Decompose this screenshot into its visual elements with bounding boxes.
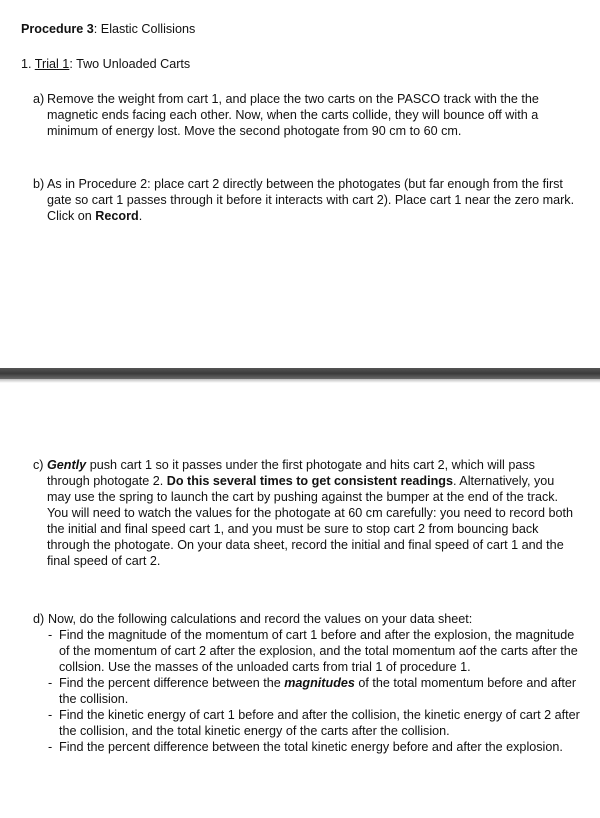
procedure-title: Procedure 3: Elastic Collisions xyxy=(21,22,196,36)
step-a-label: a) xyxy=(33,92,45,106)
step-a xyxy=(33,91,581,139)
step-c xyxy=(33,457,581,569)
list-item: - Find the magnitude of the momentum of cart 1 before and after the explosion, the magnitude of the momentum of cart 2 after the explosion, and the total momentum aof the carts after the collsion. Use the masses of the unloaded carts from trial 1 of procedure 1. xyxy=(48,627,581,675)
list-item: - Find the kinetic energy of cart 1 before and after the collision, the kinetic energy of cart 2 after the collision, and the total kinetic energy of the carts after the collision. xyxy=(48,707,581,739)
step-b-label: b) xyxy=(33,177,45,191)
calculation-list xyxy=(48,627,581,755)
page-divider xyxy=(0,368,600,379)
page-bottom xyxy=(0,383,600,818)
step-d xyxy=(33,611,581,755)
trial-heading: 1. Trial 1: Two Unloaded Carts xyxy=(21,57,191,71)
step-c-label: c) xyxy=(33,458,44,472)
list-item: - Find the percent difference between the total kinetic energy before and after the explosion. xyxy=(48,739,581,755)
step-d-intro: Now, do the following calculations and record the values on your data sheet: xyxy=(48,612,473,626)
step-d-label: d) xyxy=(33,612,45,626)
step-b xyxy=(33,176,581,224)
step-a-text: Remove the weight from cart 1, and place the two carts on the PASCO track with the the magnetic ends facing each other. Now, when the carts collide, they will bounce off with a minimum of energy lost. Move the second photogate from 90 cm to 60 cm. xyxy=(47,92,539,138)
step-c-text: Gently push cart 1 so it passes under the first photogate and hits cart 2, which will pass through photogate 2. Do this several times to get consistent readings. Alternatively, you may use the spring to launch the cart by pushing against the bumper at the end of the track. You will need to watch the values for the photogate at 60 cm carefully: you need to record both the initial and final speed cart 1, and you must be sure to stop cart 2 from bouncing back through the photogate. On your data sheet, record the initial and final speed of cart 1 and the final speed of cart 2. xyxy=(47,458,574,568)
step-b-text: As in Procedure 2: place cart 2 directly between the photogates (but far enough from the first gate so cart 1 passes through it before it interacts with cart 2). Place cart 1 near the zero mark. Click on Record. xyxy=(47,177,575,223)
list-item: - Find the percent difference between the magnitudes of the total momentum before and after the collision. xyxy=(48,675,581,707)
page-top xyxy=(0,0,600,368)
